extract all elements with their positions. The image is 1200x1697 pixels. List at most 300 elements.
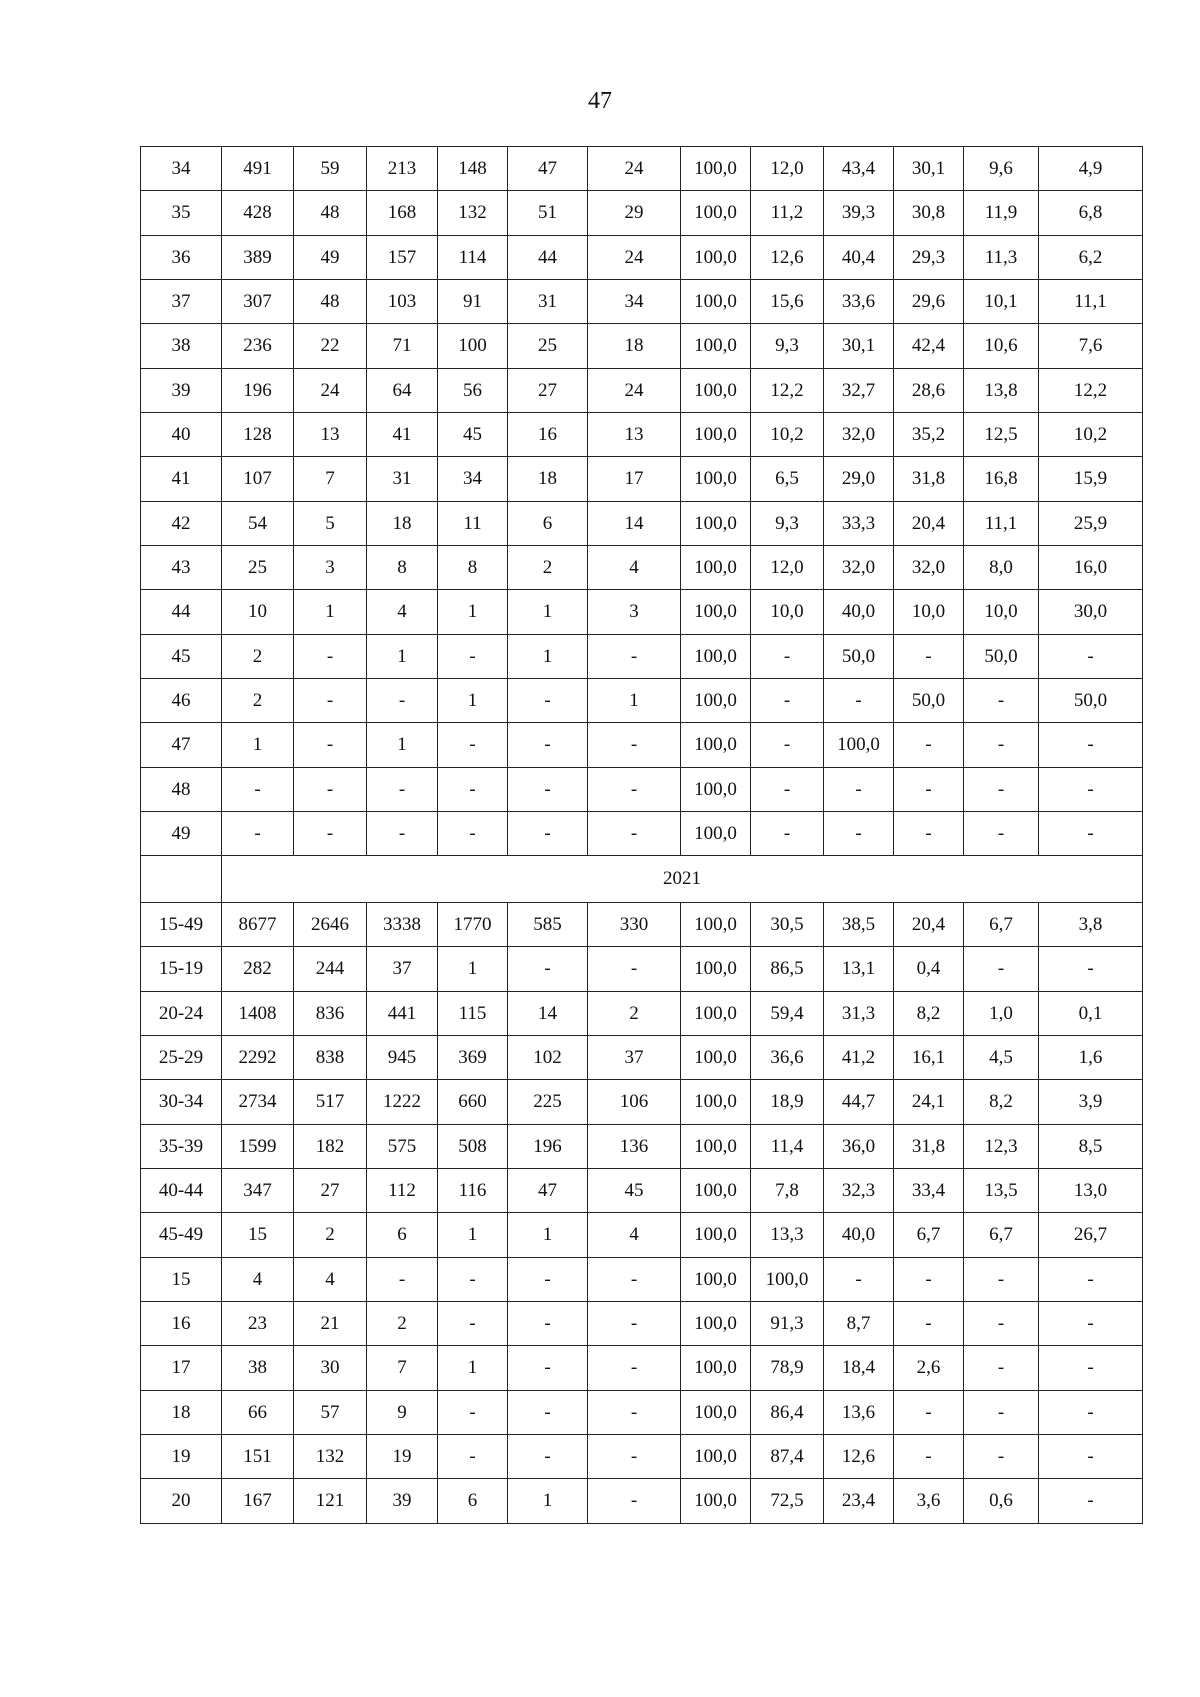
- table-cell: 87,4: [751, 1435, 824, 1479]
- table-cell: -: [1039, 1302, 1143, 1346]
- table-cell: 100,0: [681, 947, 751, 992]
- table-cell: 12,0: [751, 147, 824, 191]
- table-cell: 34: [438, 457, 508, 502]
- table-cell: -: [894, 1435, 964, 1479]
- row-label-cell: 19: [141, 1435, 222, 1479]
- table-cell: 6,2: [1039, 236, 1143, 280]
- table-cell: 13,3: [751, 1213, 824, 1258]
- table-cell: 100,0: [681, 812, 751, 856]
- table-cell: 1: [367, 635, 438, 679]
- table-cell: 26,7: [1039, 1213, 1143, 1258]
- table-cell: 100,0: [681, 1125, 751, 1169]
- table-cell: 25,9: [1039, 502, 1143, 546]
- table-cell: 100: [438, 324, 508, 369]
- table-cell: 5: [294, 502, 367, 546]
- table-cell: 4: [588, 546, 681, 590]
- table-cell: 6,8: [1039, 191, 1143, 236]
- table-row: [141, 502, 1143, 546]
- table-cell: 32,3: [824, 1169, 894, 1213]
- table-cell: 11,4: [751, 1125, 824, 1169]
- table-cell: -: [824, 768, 894, 812]
- table-cell: 107: [222, 457, 294, 502]
- table-cell: 100,0: [681, 1169, 751, 1213]
- table-cell: 8,0: [964, 546, 1039, 590]
- row-label-cell: 18: [141, 1391, 222, 1435]
- table-cell: 132: [438, 191, 508, 236]
- row-label-cell: 20-24: [141, 992, 222, 1036]
- table-cell: 6: [508, 502, 588, 546]
- table-cell: -: [588, 947, 681, 992]
- table-cell: -: [964, 947, 1039, 992]
- table-cell: 32,0: [824, 546, 894, 590]
- table-cell: -: [824, 1258, 894, 1302]
- table-cell: 100,0: [681, 1346, 751, 1391]
- table-cell: -: [964, 723, 1039, 768]
- table-cell: 20,4: [894, 903, 964, 947]
- table-row: [141, 1435, 1143, 1479]
- row-label-cell: 36: [141, 236, 222, 280]
- table-cell: 389: [222, 236, 294, 280]
- table-cell: 6,7: [964, 903, 1039, 947]
- table-cell: 1: [222, 723, 294, 768]
- table-cell: 25: [222, 546, 294, 590]
- table-cell: 51: [508, 191, 588, 236]
- table-cell: -: [1039, 1479, 1143, 1524]
- table-cell: 57: [294, 1391, 367, 1435]
- table-cell: 128: [222, 413, 294, 457]
- table-cell: 42,4: [894, 324, 964, 369]
- table-row: [141, 635, 1143, 679]
- row-label-cell: 38: [141, 324, 222, 369]
- table-cell: 100,0: [681, 236, 751, 280]
- table-cell: -: [1039, 1435, 1143, 1479]
- table-cell: 15,6: [751, 280, 824, 324]
- table-cell: 1599: [222, 1125, 294, 1169]
- table-cell: 3: [588, 590, 681, 635]
- table-cell: 100,0: [681, 1213, 751, 1258]
- table-cell: 29,3: [894, 236, 964, 280]
- table-row: [141, 457, 1143, 502]
- table-cell: 64: [367, 369, 438, 413]
- table-cell: -: [1039, 723, 1143, 768]
- table-cell: -: [508, 1302, 588, 1346]
- table-cell: -: [894, 1302, 964, 1346]
- table-cell: -: [438, 635, 508, 679]
- table-cell: 8: [367, 546, 438, 590]
- table-row: [141, 812, 1143, 856]
- table-cell: 18,9: [751, 1080, 824, 1125]
- table-cell: 1770: [438, 903, 508, 947]
- table-cell: 29,0: [824, 457, 894, 502]
- table-cell: 3338: [367, 903, 438, 947]
- table-cell: -: [1039, 1346, 1143, 1391]
- table-cell: 0,6: [964, 1479, 1039, 1524]
- table-cell: 18: [508, 457, 588, 502]
- table-cell: 103: [367, 280, 438, 324]
- table-cell: -: [508, 1346, 588, 1391]
- table-cell: -: [438, 1391, 508, 1435]
- table-cell: 50,0: [894, 679, 964, 723]
- table-cell: 23: [222, 1302, 294, 1346]
- table-cell: 25: [508, 324, 588, 369]
- table-cell: 1: [508, 1479, 588, 1524]
- table-cell: 114: [438, 236, 508, 280]
- table-cell: 12,6: [824, 1435, 894, 1479]
- table-cell: 7: [367, 1346, 438, 1391]
- table-cell: 12,6: [751, 236, 824, 280]
- table-cell: -: [588, 1302, 681, 1346]
- table-cell: 369: [438, 1036, 508, 1080]
- table-cell: 100,0: [681, 1036, 751, 1080]
- table-cell: 32,7: [824, 369, 894, 413]
- table-cell: 585: [508, 903, 588, 947]
- table-cell: -: [894, 812, 964, 856]
- table-cell: 12,2: [751, 369, 824, 413]
- table-cell: 6,5: [751, 457, 824, 502]
- table-cell: 11,2: [751, 191, 824, 236]
- table-row: [141, 947, 1143, 992]
- table-cell: 56: [438, 369, 508, 413]
- table-cell: 100,0: [681, 191, 751, 236]
- table-row: [141, 768, 1143, 812]
- table-cell: 9,3: [751, 324, 824, 369]
- table-cell: 3,9: [1039, 1080, 1143, 1125]
- table-cell: 47: [508, 147, 588, 191]
- table-cell: 12,0: [751, 546, 824, 590]
- table-cell: 37: [367, 947, 438, 992]
- table-cell: -: [964, 679, 1039, 723]
- table-cell: 2: [222, 679, 294, 723]
- table-cell: 18,4: [824, 1346, 894, 1391]
- table-cell: 45: [438, 413, 508, 457]
- table-cell: 11,1: [964, 502, 1039, 546]
- table-cell: 30,0: [1039, 590, 1143, 635]
- table-cell: 31: [508, 280, 588, 324]
- table-cell: 100,0: [681, 147, 751, 191]
- table-cell: 11: [438, 502, 508, 546]
- table-cell: 13,0: [1039, 1169, 1143, 1213]
- table-cell: 1,6: [1039, 1036, 1143, 1080]
- table-cell: 40,4: [824, 236, 894, 280]
- table-cell: 100,0: [681, 768, 751, 812]
- table-cell: -: [508, 812, 588, 856]
- table-cell: 9: [367, 1391, 438, 1435]
- table-cell: 100,0: [681, 1258, 751, 1302]
- table-cell: 0,4: [894, 947, 964, 992]
- row-label-cell: 25-29: [141, 1036, 222, 1080]
- table-cell: -: [588, 768, 681, 812]
- table-row: [141, 992, 1143, 1036]
- table-cell: 168: [367, 191, 438, 236]
- table-cell: 86,5: [751, 947, 824, 992]
- table-cell: 28,6: [894, 369, 964, 413]
- table-cell: 32,0: [894, 546, 964, 590]
- table-cell: 41,2: [824, 1036, 894, 1080]
- table-cell: 50,0: [964, 635, 1039, 679]
- table-cell: 508: [438, 1125, 508, 1169]
- table-cell: 40,0: [824, 1213, 894, 1258]
- table-cell: 40,0: [824, 590, 894, 635]
- table-cell: 9,6: [964, 147, 1039, 191]
- table-cell: -: [1039, 812, 1143, 856]
- table-row: [141, 1169, 1143, 1213]
- section-year: 2021: [222, 856, 1143, 903]
- table-cell: 11,9: [964, 191, 1039, 236]
- row-label-cell: 15-49: [141, 903, 222, 947]
- table-cell: 100,0: [681, 992, 751, 1036]
- table-cell: -: [367, 812, 438, 856]
- table-cell: -: [1039, 768, 1143, 812]
- table-cell: 59,4: [751, 992, 824, 1036]
- table-cell: 2: [294, 1213, 367, 1258]
- table-cell: 151: [222, 1435, 294, 1479]
- table-cell: 1: [508, 1213, 588, 1258]
- table-row: [141, 1125, 1143, 1169]
- table-cell: 15: [222, 1213, 294, 1258]
- table-row: [141, 679, 1143, 723]
- table-row: [141, 1391, 1143, 1435]
- table-row: [141, 324, 1143, 369]
- table-row: [141, 1479, 1143, 1524]
- table-cell: 9,3: [751, 502, 824, 546]
- row-label-cell: 15-19: [141, 947, 222, 992]
- table-cell: 1: [508, 590, 588, 635]
- table-cell: 100,0: [751, 1258, 824, 1302]
- table-cell: 244: [294, 947, 367, 992]
- table-cell: -: [964, 1302, 1039, 1346]
- table-cell: 836: [294, 992, 367, 1036]
- table-cell: 8,2: [964, 1080, 1039, 1125]
- table-cell: -: [894, 723, 964, 768]
- row-label-cell: 47: [141, 723, 222, 768]
- table-cell: -: [894, 635, 964, 679]
- table-cell: 45: [588, 1169, 681, 1213]
- row-label-cell: 35-39: [141, 1125, 222, 1169]
- table-cell: 1222: [367, 1080, 438, 1125]
- table-cell: 10: [222, 590, 294, 635]
- table-cell: 100,0: [681, 280, 751, 324]
- table-cell: 13,6: [824, 1391, 894, 1435]
- table-cell: 100,0: [681, 1302, 751, 1346]
- table-cell: -: [964, 1391, 1039, 1435]
- table-cell: -: [438, 723, 508, 768]
- table-cell: -: [894, 1258, 964, 1302]
- table-cell: 1: [438, 947, 508, 992]
- table-cell: 91: [438, 280, 508, 324]
- table-cell: 50,0: [1039, 679, 1143, 723]
- row-label-cell: 39: [141, 369, 222, 413]
- table-cell: 157: [367, 236, 438, 280]
- table-row: [141, 723, 1143, 768]
- table-cell: 30,1: [824, 324, 894, 369]
- table-cell: 213: [367, 147, 438, 191]
- table-cell: -: [894, 768, 964, 812]
- table-cell: 660: [438, 1080, 508, 1125]
- row-label-cell: 15: [141, 1258, 222, 1302]
- table-cell: 102: [508, 1036, 588, 1080]
- table-cell: 8,5: [1039, 1125, 1143, 1169]
- table-cell: -: [964, 768, 1039, 812]
- table-cell: 1,0: [964, 992, 1039, 1036]
- table-cell: 39,3: [824, 191, 894, 236]
- row-label-cell: 40-44: [141, 1169, 222, 1213]
- table-cell: 196: [222, 369, 294, 413]
- table-row: [141, 1213, 1143, 1258]
- table-cell: 8,7: [824, 1302, 894, 1346]
- section-header-row: [141, 856, 1143, 903]
- table-cell: 7,6: [1039, 324, 1143, 369]
- table-cell: 23,4: [824, 1479, 894, 1524]
- table-cell: 8677: [222, 903, 294, 947]
- table-cell: -: [294, 812, 367, 856]
- table-cell: 8,2: [894, 992, 964, 1036]
- table-cell: 17: [588, 457, 681, 502]
- table-cell: 100,0: [681, 590, 751, 635]
- table-cell: -: [1039, 635, 1143, 679]
- table-cell: 100,0: [681, 903, 751, 947]
- table-cell: 10,2: [751, 413, 824, 457]
- table-cell: -: [964, 1258, 1039, 1302]
- table-cell: 1: [438, 679, 508, 723]
- table-cell: 30: [294, 1346, 367, 1391]
- table-cell: -: [508, 723, 588, 768]
- table-cell: 2292: [222, 1036, 294, 1080]
- table-cell: -: [508, 1258, 588, 1302]
- row-label-cell: 44: [141, 590, 222, 635]
- table-cell: -: [751, 812, 824, 856]
- table-cell: 307: [222, 280, 294, 324]
- table-cell: -: [438, 1258, 508, 1302]
- table-cell: 112: [367, 1169, 438, 1213]
- table-cell: 2646: [294, 903, 367, 947]
- table-cell: -: [438, 1435, 508, 1479]
- table-row: [141, 1346, 1143, 1391]
- table-cell: 12,2: [1039, 369, 1143, 413]
- table-cell: -: [751, 768, 824, 812]
- table-cell: 2: [367, 1302, 438, 1346]
- table-cell: 100,0: [681, 502, 751, 546]
- table-cell: 132: [294, 1435, 367, 1479]
- table-cell: -: [824, 679, 894, 723]
- table-cell: 59: [294, 147, 367, 191]
- table-row: [141, 590, 1143, 635]
- table-cell: -: [588, 635, 681, 679]
- table-cell: 30,1: [894, 147, 964, 191]
- table-cell: 100,0: [681, 457, 751, 502]
- table-cell: 100,0: [681, 679, 751, 723]
- table-cell: 27: [508, 369, 588, 413]
- table-cell: 136: [588, 1125, 681, 1169]
- table-cell: -: [751, 635, 824, 679]
- table-cell: 31,8: [894, 457, 964, 502]
- table-cell: 100,0: [681, 635, 751, 679]
- table-cell: 8: [438, 546, 508, 590]
- section-empty-cell: [141, 856, 222, 903]
- table-cell: 41: [367, 413, 438, 457]
- table-cell: 4,5: [964, 1036, 1039, 1080]
- table-cell: 86,4: [751, 1391, 824, 1435]
- table-cell: 4: [222, 1258, 294, 1302]
- table-cell: 13: [588, 413, 681, 457]
- table-cell: 6,7: [964, 1213, 1039, 1258]
- table-cell: 100,0: [681, 1391, 751, 1435]
- table-cell: 491: [222, 147, 294, 191]
- table-cell: 11,3: [964, 236, 1039, 280]
- table-cell: 31,3: [824, 992, 894, 1036]
- table-cell: 100,0: [681, 1435, 751, 1479]
- table-cell: 3,6: [894, 1479, 964, 1524]
- table-cell: 18: [588, 324, 681, 369]
- table-cell: 29: [588, 191, 681, 236]
- table-cell: 20,4: [894, 502, 964, 546]
- table-cell: 31,8: [894, 1125, 964, 1169]
- table-cell: 121: [294, 1479, 367, 1524]
- table-cell: 517: [294, 1080, 367, 1125]
- table-cell: -: [294, 635, 367, 679]
- table-cell: 16,8: [964, 457, 1039, 502]
- statistics-table: [140, 146, 1143, 1524]
- table-cell: 27: [294, 1169, 367, 1213]
- table-cell: 31: [367, 457, 438, 502]
- table-cell: -: [294, 768, 367, 812]
- table-cell: 1: [294, 590, 367, 635]
- table-cell: -: [751, 679, 824, 723]
- table-cell: -: [222, 768, 294, 812]
- table-cell: 6: [367, 1213, 438, 1258]
- table-cell: -: [964, 812, 1039, 856]
- table-cell: 10,1: [964, 280, 1039, 324]
- table-cell: 35,2: [894, 413, 964, 457]
- table-cell: 441: [367, 992, 438, 1036]
- table-cell: 100,0: [681, 1479, 751, 1524]
- table-cell: 6: [438, 1479, 508, 1524]
- table-cell: 282: [222, 947, 294, 992]
- table-row: [141, 236, 1143, 280]
- table-cell: 182: [294, 1125, 367, 1169]
- table-cell: 0,1: [1039, 992, 1143, 1036]
- table-cell: -: [751, 723, 824, 768]
- table-cell: 4: [367, 590, 438, 635]
- table-cell: 100,0: [681, 546, 751, 590]
- row-label-cell: 45-49: [141, 1213, 222, 1258]
- table-cell: 4: [294, 1258, 367, 1302]
- table-row: [141, 546, 1143, 590]
- table-cell: 2734: [222, 1080, 294, 1125]
- table-cell: 38,5: [824, 903, 894, 947]
- table-cell: 24: [588, 147, 681, 191]
- row-label-cell: 30-34: [141, 1080, 222, 1125]
- row-label-cell: 17: [141, 1346, 222, 1391]
- row-label-cell: 42: [141, 502, 222, 546]
- table-cell: 13: [294, 413, 367, 457]
- table-cell: 71: [367, 324, 438, 369]
- table-cell: 4: [588, 1213, 681, 1258]
- row-label-cell: 34: [141, 147, 222, 191]
- table-cell: 11,1: [1039, 280, 1143, 324]
- table-cell: -: [294, 723, 367, 768]
- table-cell: -: [508, 679, 588, 723]
- table-cell: 575: [367, 1125, 438, 1169]
- table-cell: 838: [294, 1036, 367, 1080]
- table-cell: 4,9: [1039, 147, 1143, 191]
- table-cell: -: [438, 1302, 508, 1346]
- table-cell: -: [508, 947, 588, 992]
- table-cell: 47: [508, 1169, 588, 1213]
- table-cell: 32,0: [824, 413, 894, 457]
- table-cell: 1: [438, 1213, 508, 1258]
- table-row: [141, 903, 1143, 947]
- table-cell: -: [508, 1435, 588, 1479]
